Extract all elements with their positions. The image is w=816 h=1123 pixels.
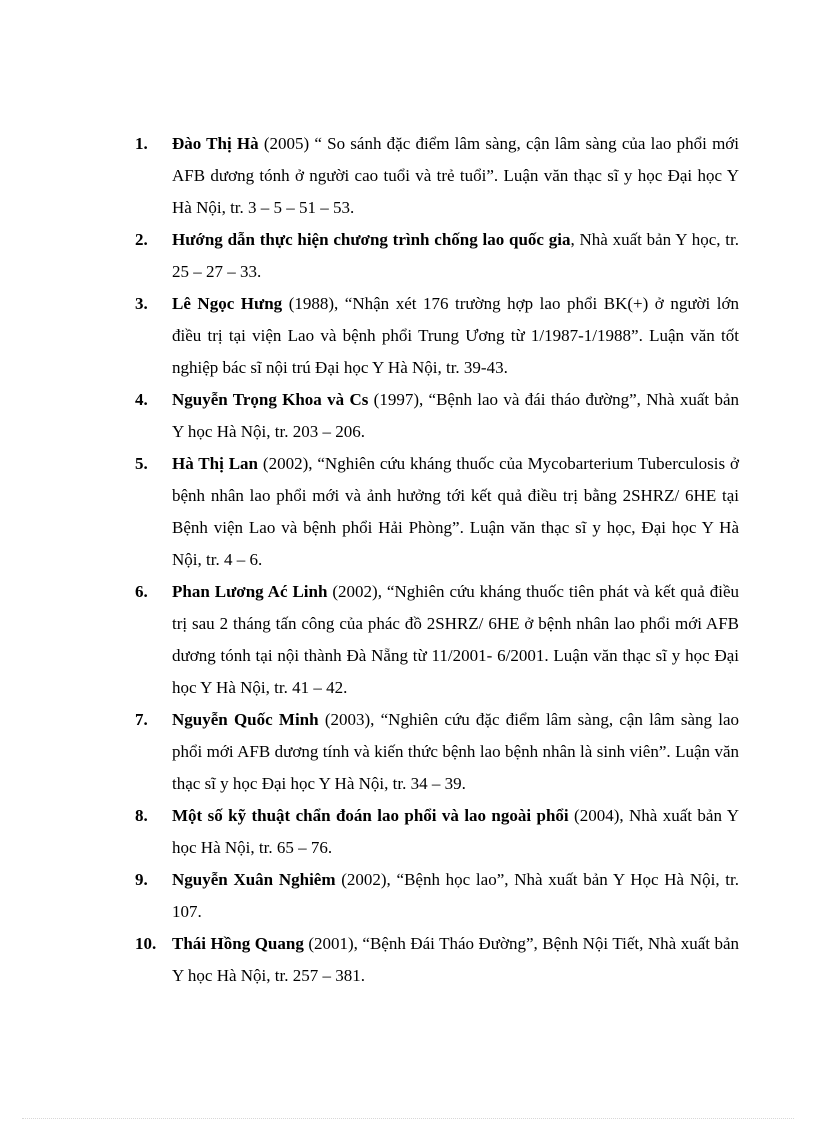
reference-item-7 bbox=[135, 704, 739, 800]
reference-author: Hướng dẫn thực hiện chương trình chống lao quốc gia bbox=[172, 230, 571, 249]
reference-author: Thái Hồng Quang bbox=[172, 934, 304, 953]
reference-text: (2004), Nhà xuất bản Y học Hà Nội, tr. 65 – 76. bbox=[172, 806, 740, 857]
page-bottom-divider bbox=[22, 1118, 794, 1119]
reference-item-6 bbox=[135, 576, 739, 704]
reference-author: Nguyễn Trọng Khoa và Cs bbox=[172, 390, 369, 409]
reference-author: Đào Thị Hà bbox=[172, 134, 259, 153]
reference-item-10 bbox=[135, 928, 739, 992]
reference-number: 2. bbox=[135, 230, 148, 249]
reference-text: (2002), “Nghiên cứu kháng thuốc tiên phát và kết quả điều trị sau 2 tháng tấn công của phác đồ 2SHRZ/ 6HE ở bệnh nhân lao phổi mới AFB dương tónh tại nội thành Đà Nẵng từ 11/2001- 6/2001. Luận văn thạc sĩ y học Đại học Y Hà Nội, tr. 41 – 42. bbox=[172, 582, 740, 697]
reference-text: , Nhà xuất bản Y học, tr. 25 – 27 – 33. bbox=[172, 230, 739, 281]
reference-number: 3. bbox=[135, 294, 148, 313]
reference-number: 5. bbox=[135, 454, 148, 473]
reference-author: Hà Thị Lan bbox=[172, 454, 259, 473]
reference-author: Phan Lương Ać Linh bbox=[172, 582, 328, 601]
reference-number: 7. bbox=[135, 710, 148, 729]
reference-item-8 bbox=[135, 800, 739, 864]
reference-item-5 bbox=[135, 448, 739, 576]
reference-number: 6. bbox=[135, 582, 148, 601]
reference-text: (2003), “Nghiên cứu đặc điểm lâm sàng, cận lâm sàng lao phổi mới AFB dương tính và kiến thức bệnh lao bệnh nhân là sinh viên”. Luận văn thạc sĩ y học Đại học Y Hà Nội, tr. 34 – 39. bbox=[172, 710, 739, 793]
reference-item-2 bbox=[135, 224, 739, 288]
reference-author: Nguyễn Quốc Minh bbox=[172, 710, 319, 729]
reference-text: (1988), “Nhận xét 176 trường hợp lao phổi BK(+) ở người lớn điều trị tại viện Lao và bệnh phổi Trung Ương từ 1/1987-1/1988”. Luận văn tốt nghiệp bác sĩ nội trú Đại học Y Hà Nội, tr. 39-43. bbox=[172, 294, 739, 377]
reference-author: Nguyễn Xuân Nghiêm bbox=[172, 870, 336, 889]
reference-number: 1. bbox=[135, 134, 148, 153]
reference-number: 8. bbox=[135, 806, 148, 825]
reference-item-9 bbox=[135, 864, 739, 928]
reference-list bbox=[135, 128, 739, 992]
reference-author: Một số kỹ thuật chẩn đoán lao phổi và lao ngoài phổi bbox=[172, 806, 569, 825]
reference-number: 9. bbox=[135, 870, 148, 889]
reference-text: (2002), “Bệnh học lao”, Nhà xuất bản Y Học Hà Nội, tr. 107. bbox=[172, 870, 739, 921]
reference-text: (2001), “Bệnh Đái Tháo Đường”, Bệnh Nội Tiết, Nhà xuất bản Y học Hà Nội, tr. 257 – 381. bbox=[172, 934, 740, 985]
reference-item-4 bbox=[135, 384, 739, 448]
reference-text: (2002), “Nghiên cứu kháng thuốc của Mycobarterium Tuberculosis ở bệnh nhân lao phổi mới và ảnh hưởng tới kết quả điều trị bằng 2SHRZ/ 6HE tại Bệnh viện Lao và bệnh phổi Hải Phòng”. Luận văn thạc sĩ y học, Đại học Y Hà Nội, tr. 4 – 6. bbox=[172, 454, 739, 569]
reference-item-3 bbox=[135, 288, 739, 384]
reference-number: 4. bbox=[135, 390, 148, 409]
reference-text: (2005) “ So sánh đặc điểm lâm sàng, cận lâm sàng của lao phổi mới AFB dương tónh ở người cao tuổi và trẻ tuổi”. Luận văn thạc sĩ y học Đại học Y Hà Nội, tr. 3 – 5 – 51 – 53. bbox=[172, 134, 740, 217]
reference-number: 10. bbox=[135, 934, 157, 953]
reference-author: Lê Ngọc Hưng bbox=[172, 294, 283, 313]
reference-item-1 bbox=[135, 128, 739, 224]
reference-text: (1997), “Bệnh lao và đái tháo đường”, Nhà xuất bản Y học Hà Nội, tr. 203 – 206. bbox=[172, 390, 739, 441]
